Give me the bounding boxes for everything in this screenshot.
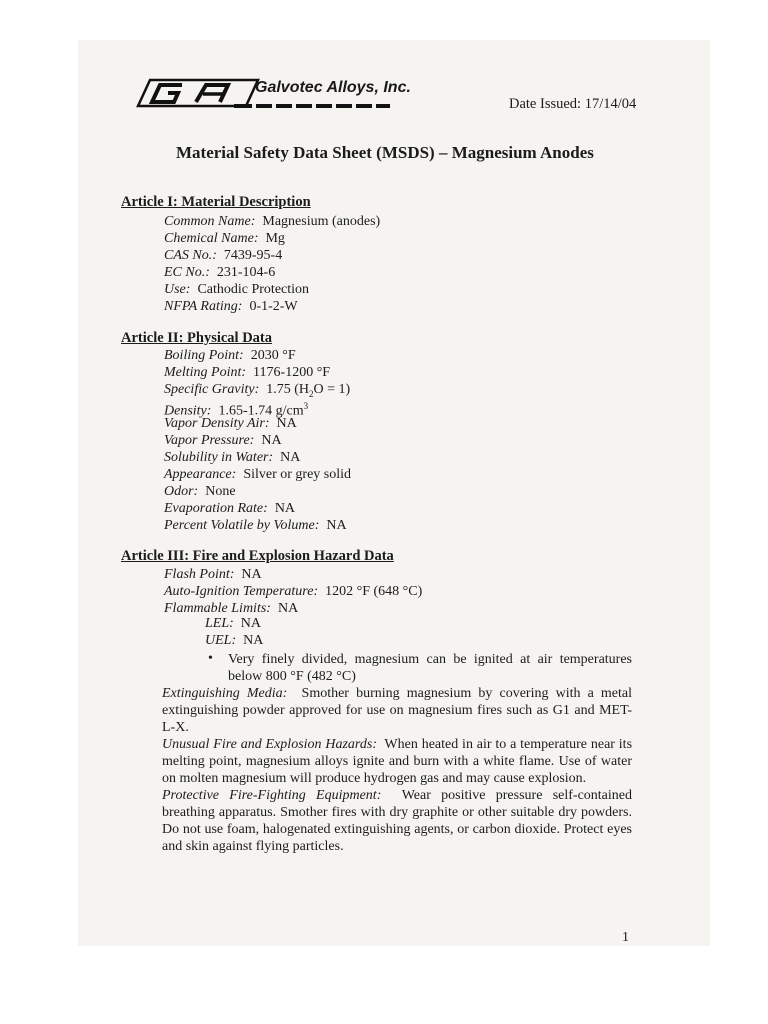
physical-label: Density: [164, 403, 212, 419]
material-value: 0-1-2-W [249, 299, 298, 314]
document-title: Material Safety Data Sheet (MSDS) – Magnesium Anodes [176, 143, 594, 162]
material-label: Use: [164, 282, 191, 297]
unusual-hazards-label: Unusual Fire and Explosion Hazards: [162, 737, 377, 752]
material-row [164, 247, 282, 264]
physical-label: Odor: [164, 484, 199, 499]
extinguishing-media-text: Smother burning magnesium by covering with a metal extinguishing powder approved for use on magnesium fires such as G1 and MET-L-X. [162, 686, 633, 735]
physical-subscript: 2 [309, 388, 314, 399]
physical-value: NA [274, 501, 296, 516]
page-number: 1 [622, 930, 629, 945]
material-label: Chemical Name: [164, 231, 259, 246]
physical-row [164, 364, 330, 381]
physical-value-after: O = 1) [313, 382, 351, 397]
physical-value: NA [261, 433, 282, 448]
article-2-heading: Article II: Physical Data [121, 330, 273, 346]
physical-label: Evaporation Rate: [164, 501, 268, 516]
physical-row [164, 415, 297, 432]
material-value: Magnesium (anodes) [262, 214, 381, 229]
bullet-icon: • [208, 651, 213, 666]
material-row [164, 298, 298, 315]
material-value: 231-104-6 [216, 265, 276, 280]
protective-equipment-paragraph [162, 787, 632, 855]
physical-label: Vapor Pressure: [164, 433, 255, 448]
physical-label: Percent Volatile by Volume: [164, 518, 320, 533]
physical-value: None [205, 484, 236, 499]
physical-value: NA [276, 416, 297, 431]
material-label: NFPA Rating: [164, 299, 243, 314]
physical-row [164, 432, 282, 449]
physical-label: Melting Point: [164, 365, 247, 380]
physical-value: NA [280, 450, 301, 465]
material-value: 7439-95-4 [223, 248, 283, 263]
material-row [164, 230, 285, 247]
fire-label: Flash Point: [164, 567, 235, 582]
fire-row [164, 583, 422, 600]
fire-value: 1202 °F (648 °C) [325, 584, 423, 599]
physical-value: NA [326, 518, 347, 533]
material-value: Cathodic Protection [197, 282, 310, 297]
protective-equipment-text: Wear positive pressure self-contained breathing apparatus. Smother fires with dry graphite or other suitable dry powders. Do not use foam, halogenated extinguishing agents, or carbon dioxide. Protect eyes and skin against flying particles. [162, 788, 632, 854]
material-row [164, 213, 380, 230]
physical-label: Boiling Point: [164, 348, 244, 363]
physical-row [164, 347, 296, 364]
physical-label: Appearance: [164, 467, 237, 482]
fire-label: Flammable Limits: [164, 601, 271, 616]
material-label: EC No.: [164, 265, 210, 280]
bullet-text: Very finely divided, magnesium can be ignited at air temperatures below 800 °F (482 °C) [228, 652, 632, 684]
limit-value: NA [243, 633, 264, 648]
fire-value: NA [277, 601, 299, 616]
company-name: Galvotec Alloys, Inc. [255, 79, 411, 96]
fire-row [164, 566, 262, 583]
physical-row [164, 483, 236, 500]
physical-row [164, 517, 347, 534]
physical-value: 2030 °F [250, 348, 296, 363]
material-label: Common Name: [164, 214, 256, 229]
limit-label: UEL: [205, 633, 237, 648]
unusual-hazards-paragraph [162, 736, 632, 787]
physical-row [164, 449, 300, 466]
limit-row [205, 632, 263, 649]
physical-superscript: 3 [303, 401, 309, 411]
physical-value: Silver or grey solid [243, 467, 352, 482]
material-value: Mg [265, 231, 285, 246]
material-row [164, 281, 309, 298]
physical-row [164, 500, 295, 517]
protective-equipment-label: Protective Fire-Fighting Equipment: [162, 788, 382, 803]
limit-label: LEL: [205, 616, 234, 631]
fire-value: NA [241, 567, 262, 582]
physical-value: 1176-1200 °F [253, 365, 331, 380]
physical-label: Specific Gravity: [164, 382, 260, 397]
fire-label: Auto-Ignition Temperature: [164, 584, 319, 599]
material-label: CAS No.: [164, 248, 217, 263]
article-3-heading: Article III: Fire and Explosion Hazard Data [121, 548, 394, 564]
physical-row [164, 466, 351, 483]
extinguishing-media-paragraph [162, 685, 632, 736]
physical-value: 1.65-1.74 g/cm [218, 403, 304, 419]
unusual-hazards-text: When heated in air to a temperature near its melting point, magnesium alloys ignite and burn with a white flame. Use of water on molten magnesium will produce hydrogen gas and may cause explosion. [162, 737, 633, 786]
physical-label: Solubility in Water: [164, 450, 274, 465]
article-1-heading: Article I: Material Description [121, 194, 311, 210]
limit-value: NA [240, 616, 262, 631]
extinguishing-media-label: Extinguishing Media: [162, 686, 288, 701]
physical-label: Vapor Density Air: [164, 416, 270, 431]
material-row [164, 264, 275, 281]
limit-row [205, 615, 261, 632]
physical-value: 1.75 (H [266, 382, 310, 397]
date-issued: Date Issued: 17/14/04 [509, 96, 637, 112]
